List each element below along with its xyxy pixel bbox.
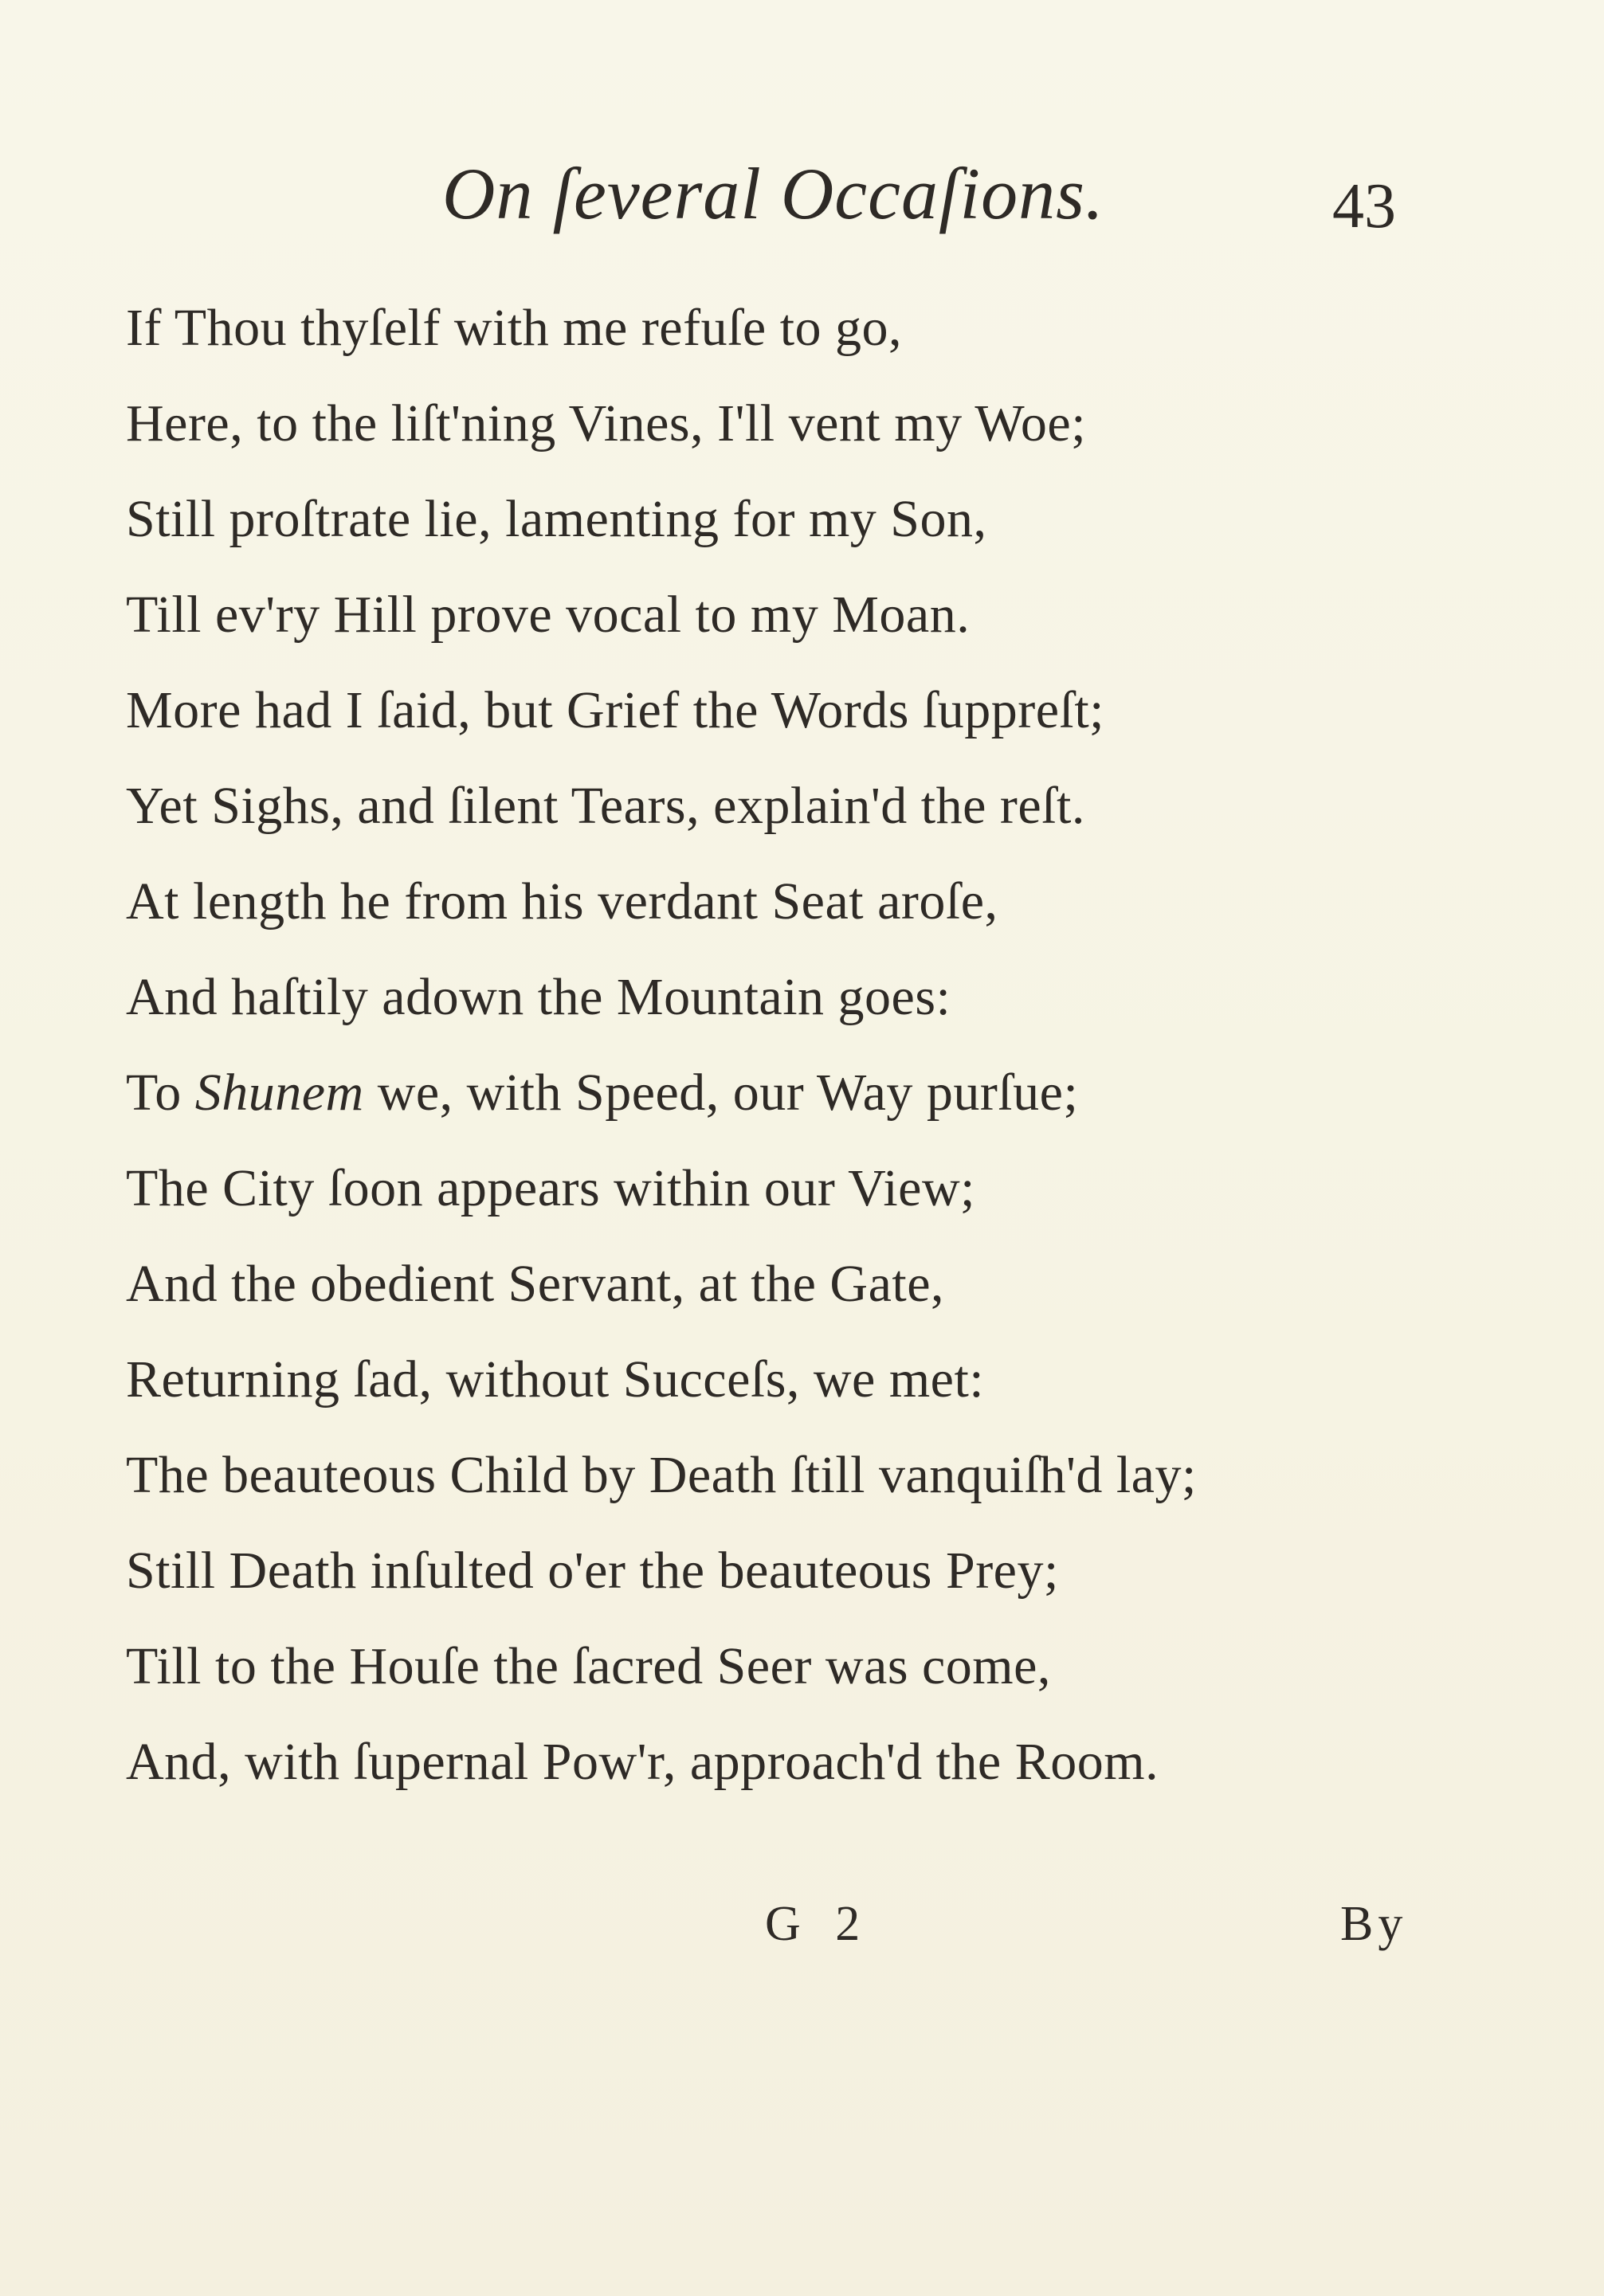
- verse-line: Returning ſad, without Succeſs, we met:: [126, 1350, 985, 1409]
- verse-line: Yet Sighs, and ſilent Tears, explain'd the reſt.: [126, 777, 1085, 835]
- running-head: [0, 151, 1604, 255]
- catchword: By: [1340, 1897, 1408, 1951]
- page-number: 43: [1332, 171, 1396, 241]
- verse-line: Till to the Houſe the ſacred Seer was come,: [126, 1637, 1051, 1695]
- page-footer: [0, 1896, 1604, 1976]
- verse-line: Here, to the liſt'ning Vines, I'll vent my Woe;: [126, 394, 1087, 453]
- verse-line: And haſtily adown the Mountain goes:: [126, 968, 951, 1026]
- verse-line: The beauteous Child by Death ſtill vanquiſh'd lay;: [126, 1446, 1197, 1504]
- verse-line: Still Death inſulted o'er the beauteous Prey;: [126, 1542, 1059, 1600]
- verse-line: More had I ſaid, but Grief the Words ſuppreſt;: [126, 681, 1105, 739]
- verse-block: [126, 280, 1480, 1810]
- verse-line: To Shunem we, with Speed, our Way purſue;: [126, 1064, 1079, 1122]
- verse-line: At length he from his verdant Seat aroſe,: [126, 872, 998, 931]
- verse-line: And, with ſupernal Pow'r, approach'd the Room.: [126, 1733, 1159, 1791]
- verse-line: The City ſoon appears within our View;: [126, 1159, 975, 1217]
- running-title: On ſeveral Occaſions.: [442, 153, 1104, 234]
- verse-line: Till ev'ry Hill prove vocal to my Moan.: [126, 586, 971, 644]
- verse-line: And the obedient Servant, at the Gate,: [126, 1255, 945, 1313]
- verse-line: Still proſtrate lie, lamenting for my Son,: [126, 490, 987, 548]
- place-name: Shunem: [194, 1064, 364, 1122]
- verse-line: If Thou thyſelf with me refuſe to go,: [126, 299, 903, 357]
- signature-mark: G 2: [765, 1897, 872, 1951]
